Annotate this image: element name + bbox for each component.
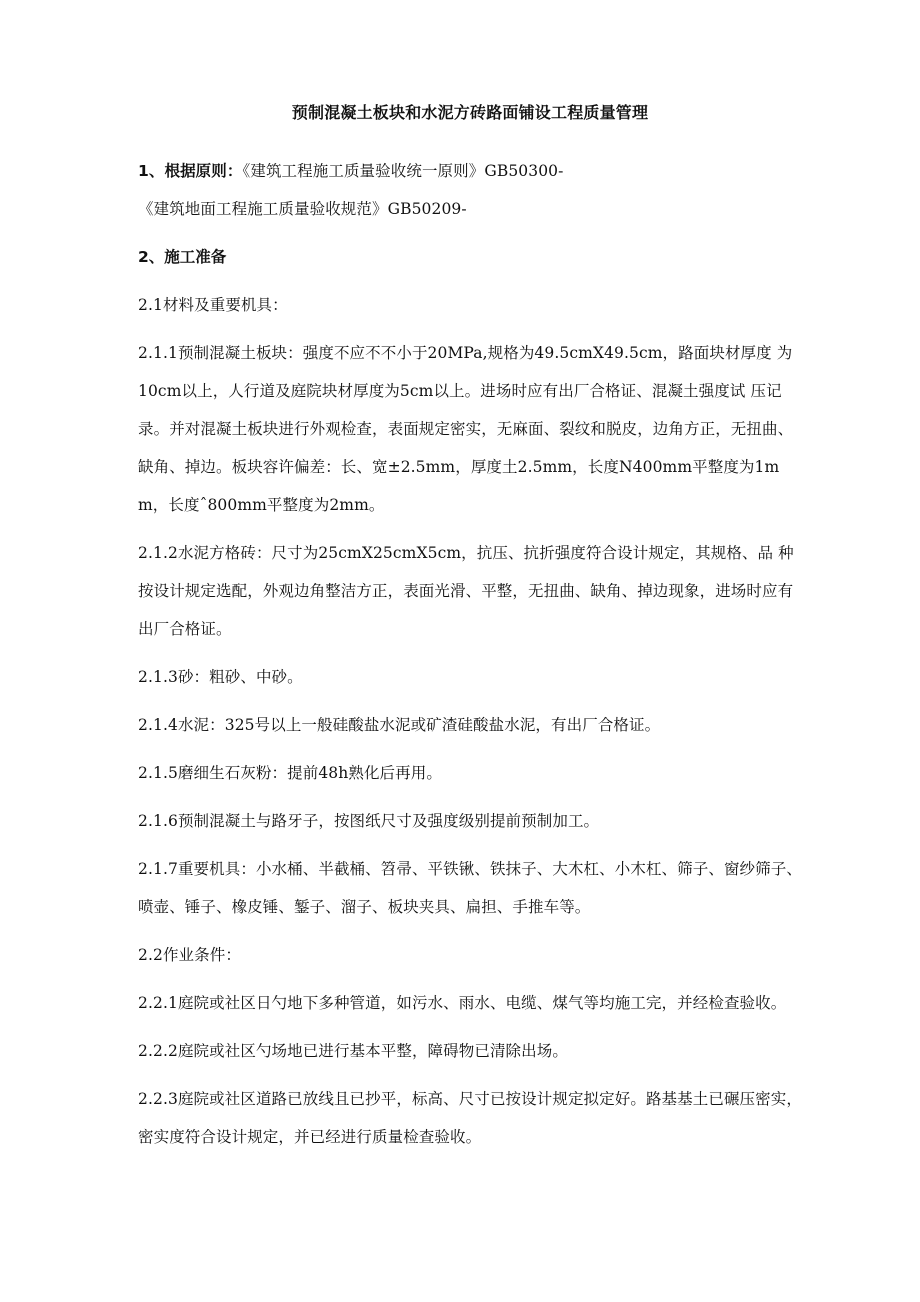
paragraph-2-2-3: 2.2.3庭院或社区道路已放线且已抄平，标高、尺寸已按设计规定拟定好。路基基土已碾压密实，密实度符合设计规定，并已经进行质量检查验收。 xyxy=(138,1090,802,1146)
paragraph-2-2: 2.2作业条件： xyxy=(138,946,241,964)
paragraph-2-1-2: 2.1.2水泥方格砖：尺寸为25cmX25cmX5cm，抗压、抗折强度符合设计规定，其规格、品 种按设计规定选配，外观边角整洁方正，表面光滑、平整，无扭曲、缺角、掉边现象，进场时应有出厂合格证。 xyxy=(138,544,794,638)
paragraph-2-1-6: 2.1.6预制混凝土与路牙子，按图纸尺寸及强度级别提前预制加工。 xyxy=(138,812,600,830)
paragraph-2-2-1: 2.2.1庭院或社区日勺地下多种管道，如污水、雨水、电缆、煤气等均施工完，并经检查验收。 xyxy=(138,994,787,1012)
section-1-label: 1、根据原则： xyxy=(138,162,243,180)
section-1-text: 《建筑工程施工质量验收统一原则》GB50300- xyxy=(242,162,564,180)
section-1-continuation: 《建筑地面工程施工质量验收规范》GB50209- xyxy=(138,200,467,218)
paragraph-2-1-5: 2.1.5磨细生石灰粉：提前48h熟化后再用。 xyxy=(138,764,442,782)
paragraph-2-1: 2.1材料及重要机具： xyxy=(138,296,288,314)
paragraph-2-1-1: 2.1.1预制混凝土板块：强度不应不不小于20MPa,规格为49.5cmX49.5cm，路面块材厚度 为10cm以上，人行道及庭院块材厚度为5cm以上。进场时应有出厂合格证、混凝土强度试 压记录。并对混凝土板块进行外观检查，表面规定密实，无麻面、裂纹和脱皮，边角方正，无扭曲、缺角、掉边。板块容许偏差：长、宽±2.5mm，厚度土2.5mm，长度N400mm平整度为1mm，长度ˆ800mm平整度为2mm。 xyxy=(138,344,794,514)
section-1-basis xyxy=(138,152,802,190)
paragraph-2-1-7: 2.1.7重要机具：小水桶、半截桶、笤帚、平铁锹、铁抹子、大木杠、小木杠、筛子、窗纱筛子、喷壶、锤子、橡皮锤、錾子、溜子、板块夹具、扁担、手推车等。 xyxy=(138,860,802,916)
document-title: 预制混凝土板块和水泥方砖路面铺设工程质量管理 xyxy=(291,103,649,122)
paragraph-2-1-3: 2.1.3砂：粗砂、中砂。 xyxy=(138,668,303,686)
section-2-heading: 2、施工准备 xyxy=(138,248,227,266)
paragraph-2-1-4: 2.1.4水泥：325号以上一般硅酸盐水泥或矿渣硅酸盐水泥，有出厂合格证。 xyxy=(138,716,661,734)
paragraph-2-2-2: 2.2.2庭院或社区勺场地已进行基本平整，障碍物已清除出场。 xyxy=(138,1042,568,1060)
document-page xyxy=(138,96,802,1166)
